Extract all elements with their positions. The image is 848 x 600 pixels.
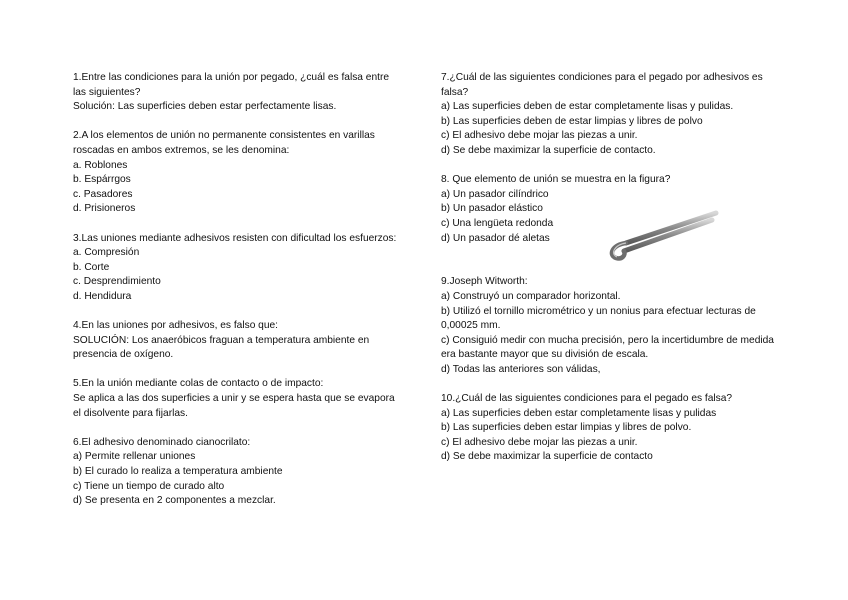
answer: Se aplica a las dos superficies a unir y se espera hasta que se evapora el disolvente para fijarlas.	[73, 393, 395, 419]
answer: d) Todas las anteriores son válidas,	[441, 363, 601, 375]
answer: b) Las superficies deben de estar limpias y libres de polvo	[441, 115, 703, 127]
question-5	[73, 377, 403, 421]
question-6	[73, 436, 403, 509]
answer: a) Las superficies deben de estar completamente lisas y pulidas.	[441, 101, 734, 113]
question-text: 8. Que elemento de unión se muestra en la figura?	[441, 174, 671, 186]
answer: c) El adhesivo debe mojar las piezas a unir.	[441, 130, 638, 142]
right-column	[441, 71, 781, 480]
answer: b) El curado lo realiza a temperatura ambiente	[73, 466, 283, 478]
question-4	[73, 319, 403, 363]
question-2	[73, 129, 403, 217]
question-text: 6.El adhesivo denominado cianocrilato:	[73, 436, 251, 448]
answer: a) Permite rellenar uniones	[73, 451, 196, 463]
answer: a) Las superficies deben estar completamente lisas y pulidas	[441, 407, 717, 419]
answer: b) Un pasador elástico	[441, 203, 543, 215]
answer: SOLUCIÓN: Los anaeróbicos fraguan a temperatura ambiente en presencia de oxígeno.	[73, 334, 370, 361]
answer: b. Corte	[73, 261, 110, 273]
cotter-pin-icon	[606, 207, 722, 263]
answer: c) Una lengüeta redonda	[441, 217, 554, 229]
answer: d) Se debe maximizar la superficie de contacto.	[441, 144, 656, 156]
answer: Solución: Las superficies deben estar perfectamente lisas.	[73, 101, 337, 113]
answer: a. Compresión	[73, 247, 140, 259]
answer: a) Construyó un comparador horizontal.	[441, 290, 621, 302]
answer: b) Las superficies deben estar limpias y libres de polvo.	[441, 422, 692, 434]
answer: b. Espárrgos	[73, 174, 131, 186]
question-10	[441, 392, 781, 465]
question-text: 4.En las uniones por adhesivos, es falso que:	[73, 320, 279, 332]
answer: d. Prisioneros	[73, 203, 136, 215]
question-7	[441, 71, 781, 159]
answer: a. Roblones	[73, 159, 128, 171]
question-text: 7.¿Cuál de las siguientes condiciones para el pegado por adhesivos es falsa?	[441, 72, 763, 98]
question-text: 2.A los elementos de unión no permanente consistentes en varillas roscadas en ambos extremos, se les denomina:	[73, 130, 375, 156]
answer: c) El adhesivo debe mojar las piezas a unir.	[441, 436, 638, 448]
answer: d) Un pasador dé aletas	[441, 232, 550, 244]
question-text: 1.Entre las condiciones para la unión por pegado, ¿cuál es falsa entre las siguientes?	[73, 72, 390, 98]
answer: a) Un pasador cilíndrico	[441, 188, 549, 200]
question-text: 10.¿Cuál de las siguientes condiciones para el pegado es falsa?	[441, 393, 733, 405]
question-3	[73, 232, 403, 305]
left-column	[73, 71, 403, 523]
answer: d) Se presenta en 2 componentes a mezclar.	[73, 495, 276, 507]
question-1	[73, 71, 403, 115]
answer: b) Utilizó el tornillo micrométrico y un nonius para efectuar lecturas de 0,00025 mm.	[441, 305, 756, 332]
answer: d. Hendidura	[73, 290, 132, 302]
answer: d) Se debe maximizar la superficie de contacto	[441, 451, 653, 463]
question-text: 9.Joseph Witworth:	[441, 276, 528, 288]
answer: c) Tiene un tiempo de curado alto	[73, 480, 225, 492]
question-9	[441, 275, 781, 377]
answer: c. Desprendimiento	[73, 276, 161, 288]
question-text: 5.En la unión mediante colas de contacto o de impacto:	[73, 378, 324, 390]
answer: c. Pasadores	[73, 188, 133, 200]
answer: c) Consiguió medir con mucha precisión, pero la incertidumbre de medida era bastante mayor que su división de escala.	[441, 334, 774, 361]
question-text: 3.Las uniones mediante adhesivos resisten con dificultad los esfuerzos:	[73, 232, 397, 244]
